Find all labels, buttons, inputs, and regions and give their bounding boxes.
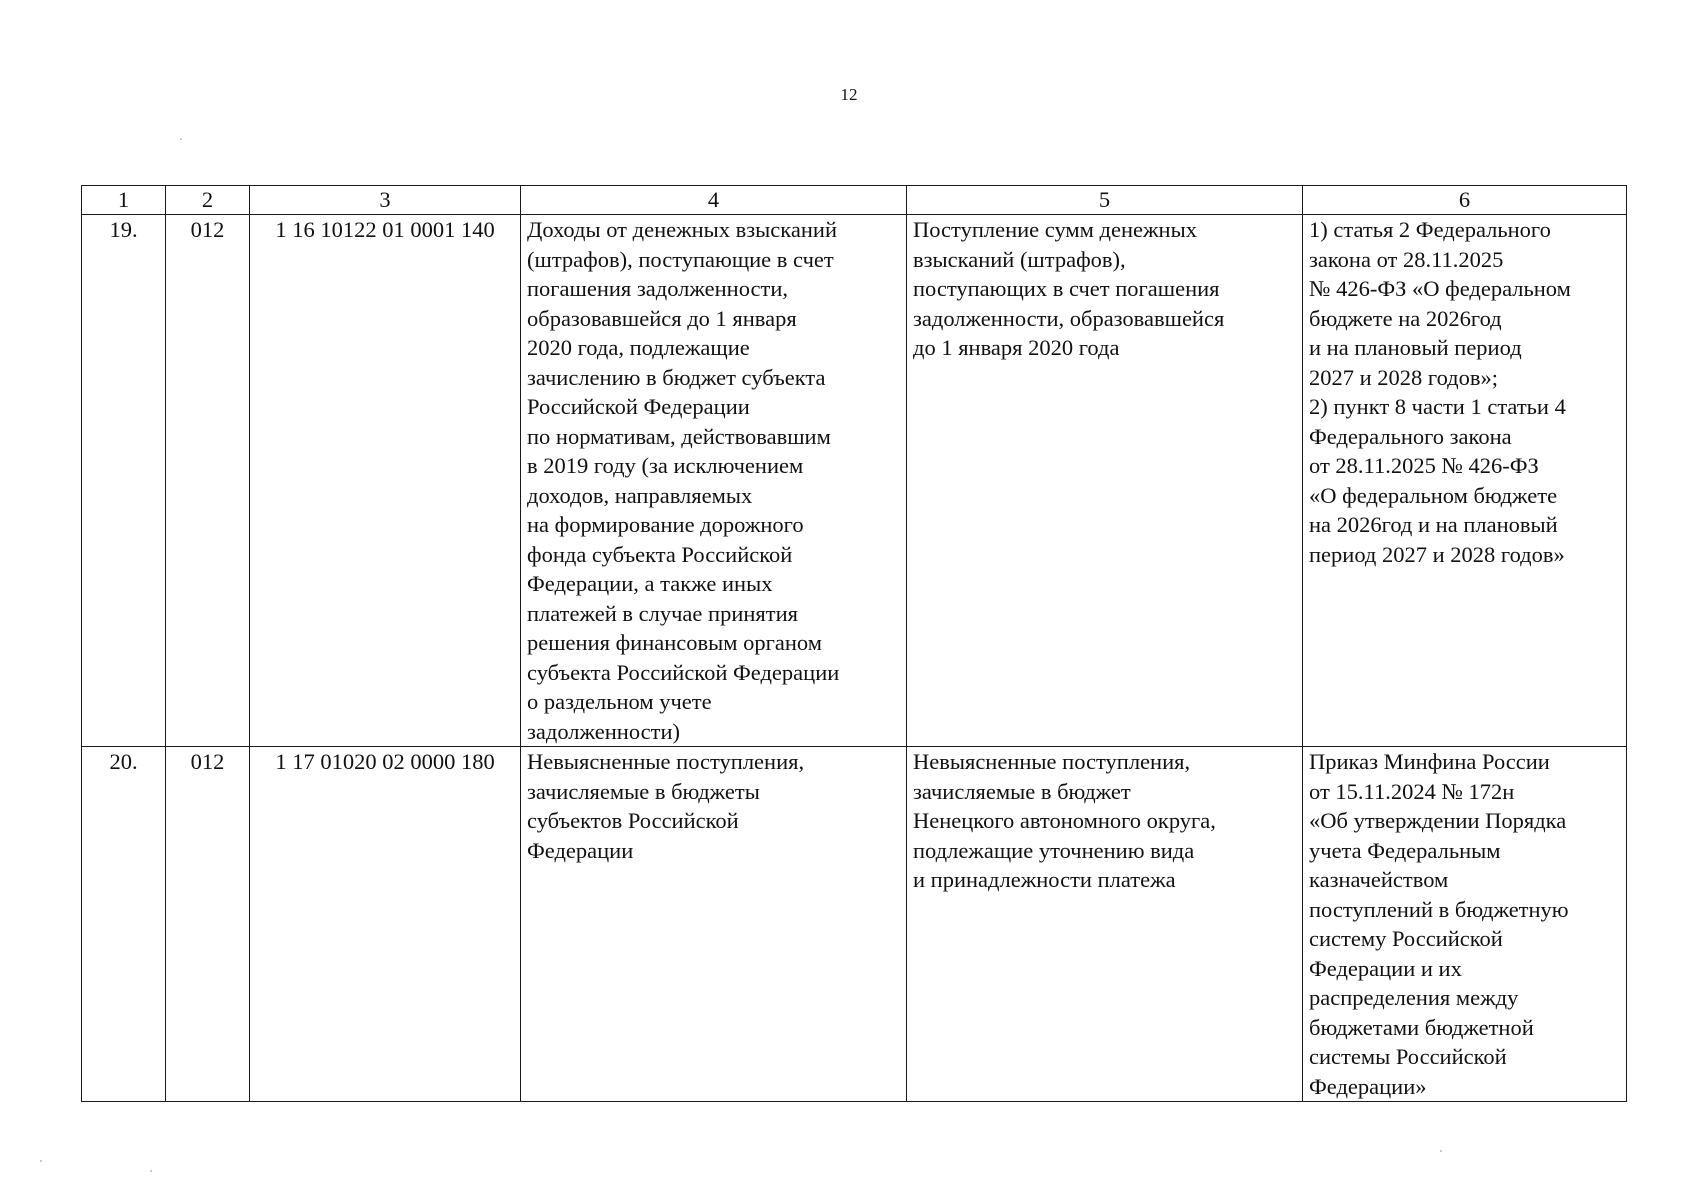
header-cell-5: 5: [907, 186, 1303, 215]
budget-classification-code: 1 17 01020 02 0000 180: [250, 747, 521, 1102]
row-number: 20.: [82, 747, 166, 1102]
scan-speck: [1440, 1150, 1442, 1152]
revenue-name: Невыясненные поступления, зачисляемые в бюджеты субъектов Российской Федерации: [521, 747, 907, 1102]
revenue-description: Невыясненные поступления, зачисляемые в бюджет Ненецкого автономного округа, подлежащие уточнению вида и принадлежности платежа: [907, 747, 1303, 1102]
scan-speck: [150, 1170, 152, 1172]
revenue-description: Поступление сумм денежных взысканий (штрафов), поступающих в счет погашения задолженности, образовавшейся до 1 января 2020 года: [907, 215, 1303, 747]
header-cell-4: 4: [521, 186, 907, 215]
page-number: 12: [840, 85, 858, 104]
legal-basis: Приказ Минфина России от 15.11.2024 № 172н «Об утверждении Порядка учета Федеральным казначейством поступлений в бюджетную систему Российской Федерации и их распределения между бюджетами бюджетной системы Российской Федерации»: [1303, 747, 1627, 1102]
admin-code: 012: [166, 747, 250, 1102]
header-cell-3: 3: [250, 186, 521, 215]
revenue-name: Доходы от денежных взысканий (штрафов), поступающие в счет погашения задолженности, образовавшейся до 1 января 2020 года, подлежащие зачислению в бюджет субъекта Российской Федерации по нормативам, действовавшим в 2019 году (за исключением доходов, направляемых на формирование дорожного фонда субъекта Российской Федерации, а также иных платежей в случае принятия решения финансовым органом субъекта Российской Федерации о раздельном учете задолженности): [521, 215, 907, 747]
table-row: [82, 215, 1627, 747]
header-cell-1: 1: [82, 186, 166, 215]
revenue-table: [81, 185, 1627, 1102]
budget-classification-code: 1 16 10122 01 0001 140: [250, 215, 521, 747]
scan-speck: [40, 1160, 42, 1162]
header-cell-2: 2: [166, 186, 250, 215]
header-cell-6: 6: [1303, 186, 1627, 215]
scan-speck: [180, 138, 182, 140]
header-row: [82, 186, 1627, 215]
legal-basis: 1) статья 2 Федерального закона от 28.11.2025 № 426-ФЗ «О федеральном бюджете на 2026год и на плановый период 2027 и 2028 годов»; 2) пункт 8 части 1 статьи 4 Федерального закона от 28.11.2025 № 426-ФЗ «О федеральном бюджете на 2026год и на плановый период 2027 и 2028 годов»: [1303, 215, 1627, 747]
table-row: [82, 747, 1627, 1102]
admin-code: 012: [166, 215, 250, 747]
row-number: 19.: [82, 215, 166, 747]
